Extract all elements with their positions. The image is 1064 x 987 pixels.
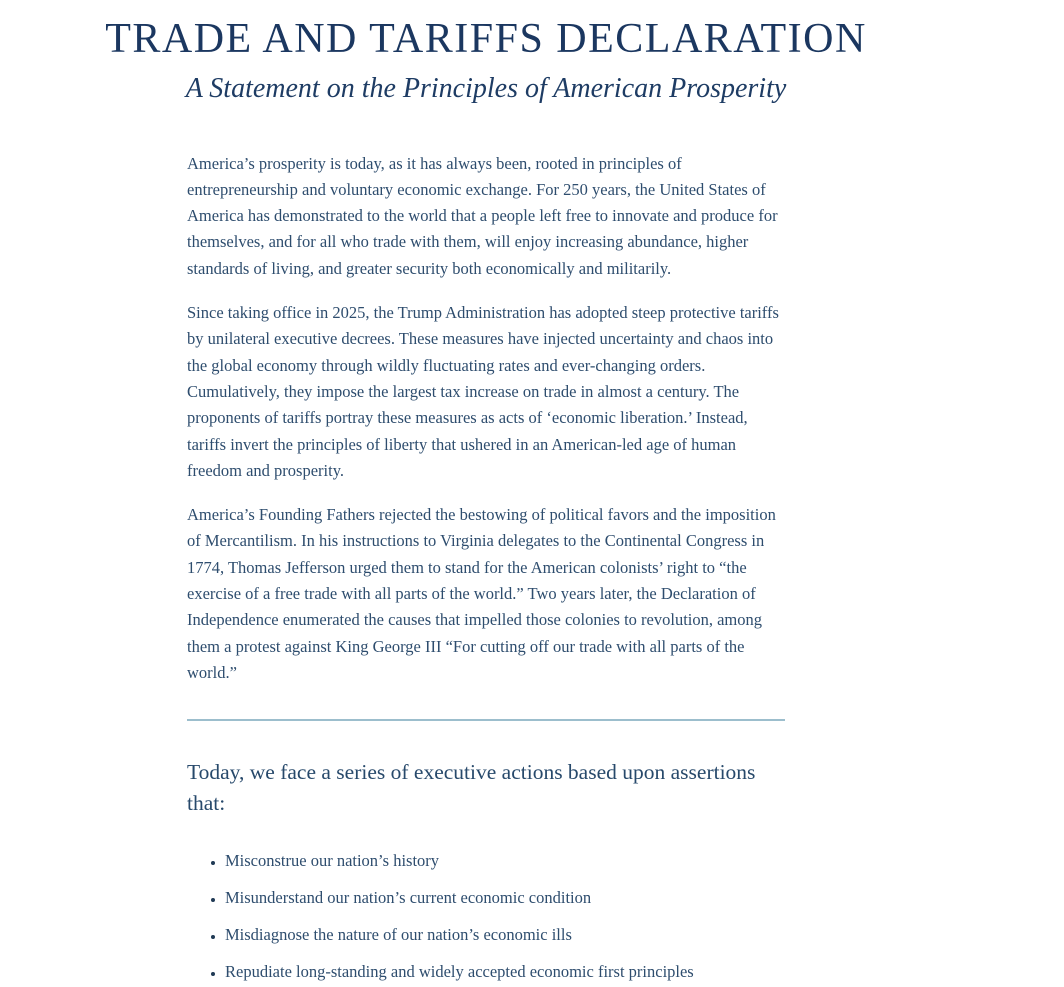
list-item: • Misdiagnose the nature of our nation’s economic ills xyxy=(225,922,785,948)
page-title: TRADE AND TARIFFS DECLARATION xyxy=(105,16,867,62)
list-item: • Misunderstand our nation’s current economic condition xyxy=(225,885,785,911)
paragraph-tariffs: Since taking office in 2025, the Trump Administration has adopted steep protective tariffs by unilateral executive decrees. These measures have injected uncertainty and chaos into the global economy through wildly fluctuating rates and ever-changing orders. Cumulatively, they impose the largest tax increase on trade in almost a century. The proponents of tariffs portray these measures as acts of ‘economic liberation.’ Instead, tariffs invert the principles of liberty that ushered in an American-led age of human freedom and prosperity. xyxy=(187,303,779,480)
page-subtitle: A Statement on the Principles of American Prosperity xyxy=(185,72,787,104)
article-body xyxy=(187,151,785,986)
paragraph-intro: America’s prosperity is today, as it has always been, rooted in principles of entrepreneurship and voluntary economic exchange. For 250 years, the United States of America has demonstrated to the world that a people left free to innovate and produce for themselves, and for all who trade with them, will enjoy increasing abundance, higher standards of living, and greater security both economically and militarily. xyxy=(187,153,778,278)
section-divider xyxy=(187,719,785,721)
section-heading: Today, we face a series of executive actions based upon assertions that: xyxy=(187,760,756,816)
list-item: • Repudiate long-standing and widely accepted economic first principles xyxy=(225,959,785,985)
list-item: • Misconstrue our nation’s history xyxy=(225,848,785,874)
paragraph-founders: America’s Founding Fathers rejected the bestowing of political favors and the imposition of Mercantilism. In his instructions to Virginia delegates to the Continental Congress in 1774, Thomas Jefferson urged them to stand for the American colonists’ right to “the exercise of a free trade with all parts of the world.” Two years later, the Declaration of Independence enumerated the causes that impelled those colonies to revolution, among them a protest against King George III “For cutting off our trade with all parts of the world.” xyxy=(187,505,776,682)
assertions-list xyxy=(187,848,785,985)
